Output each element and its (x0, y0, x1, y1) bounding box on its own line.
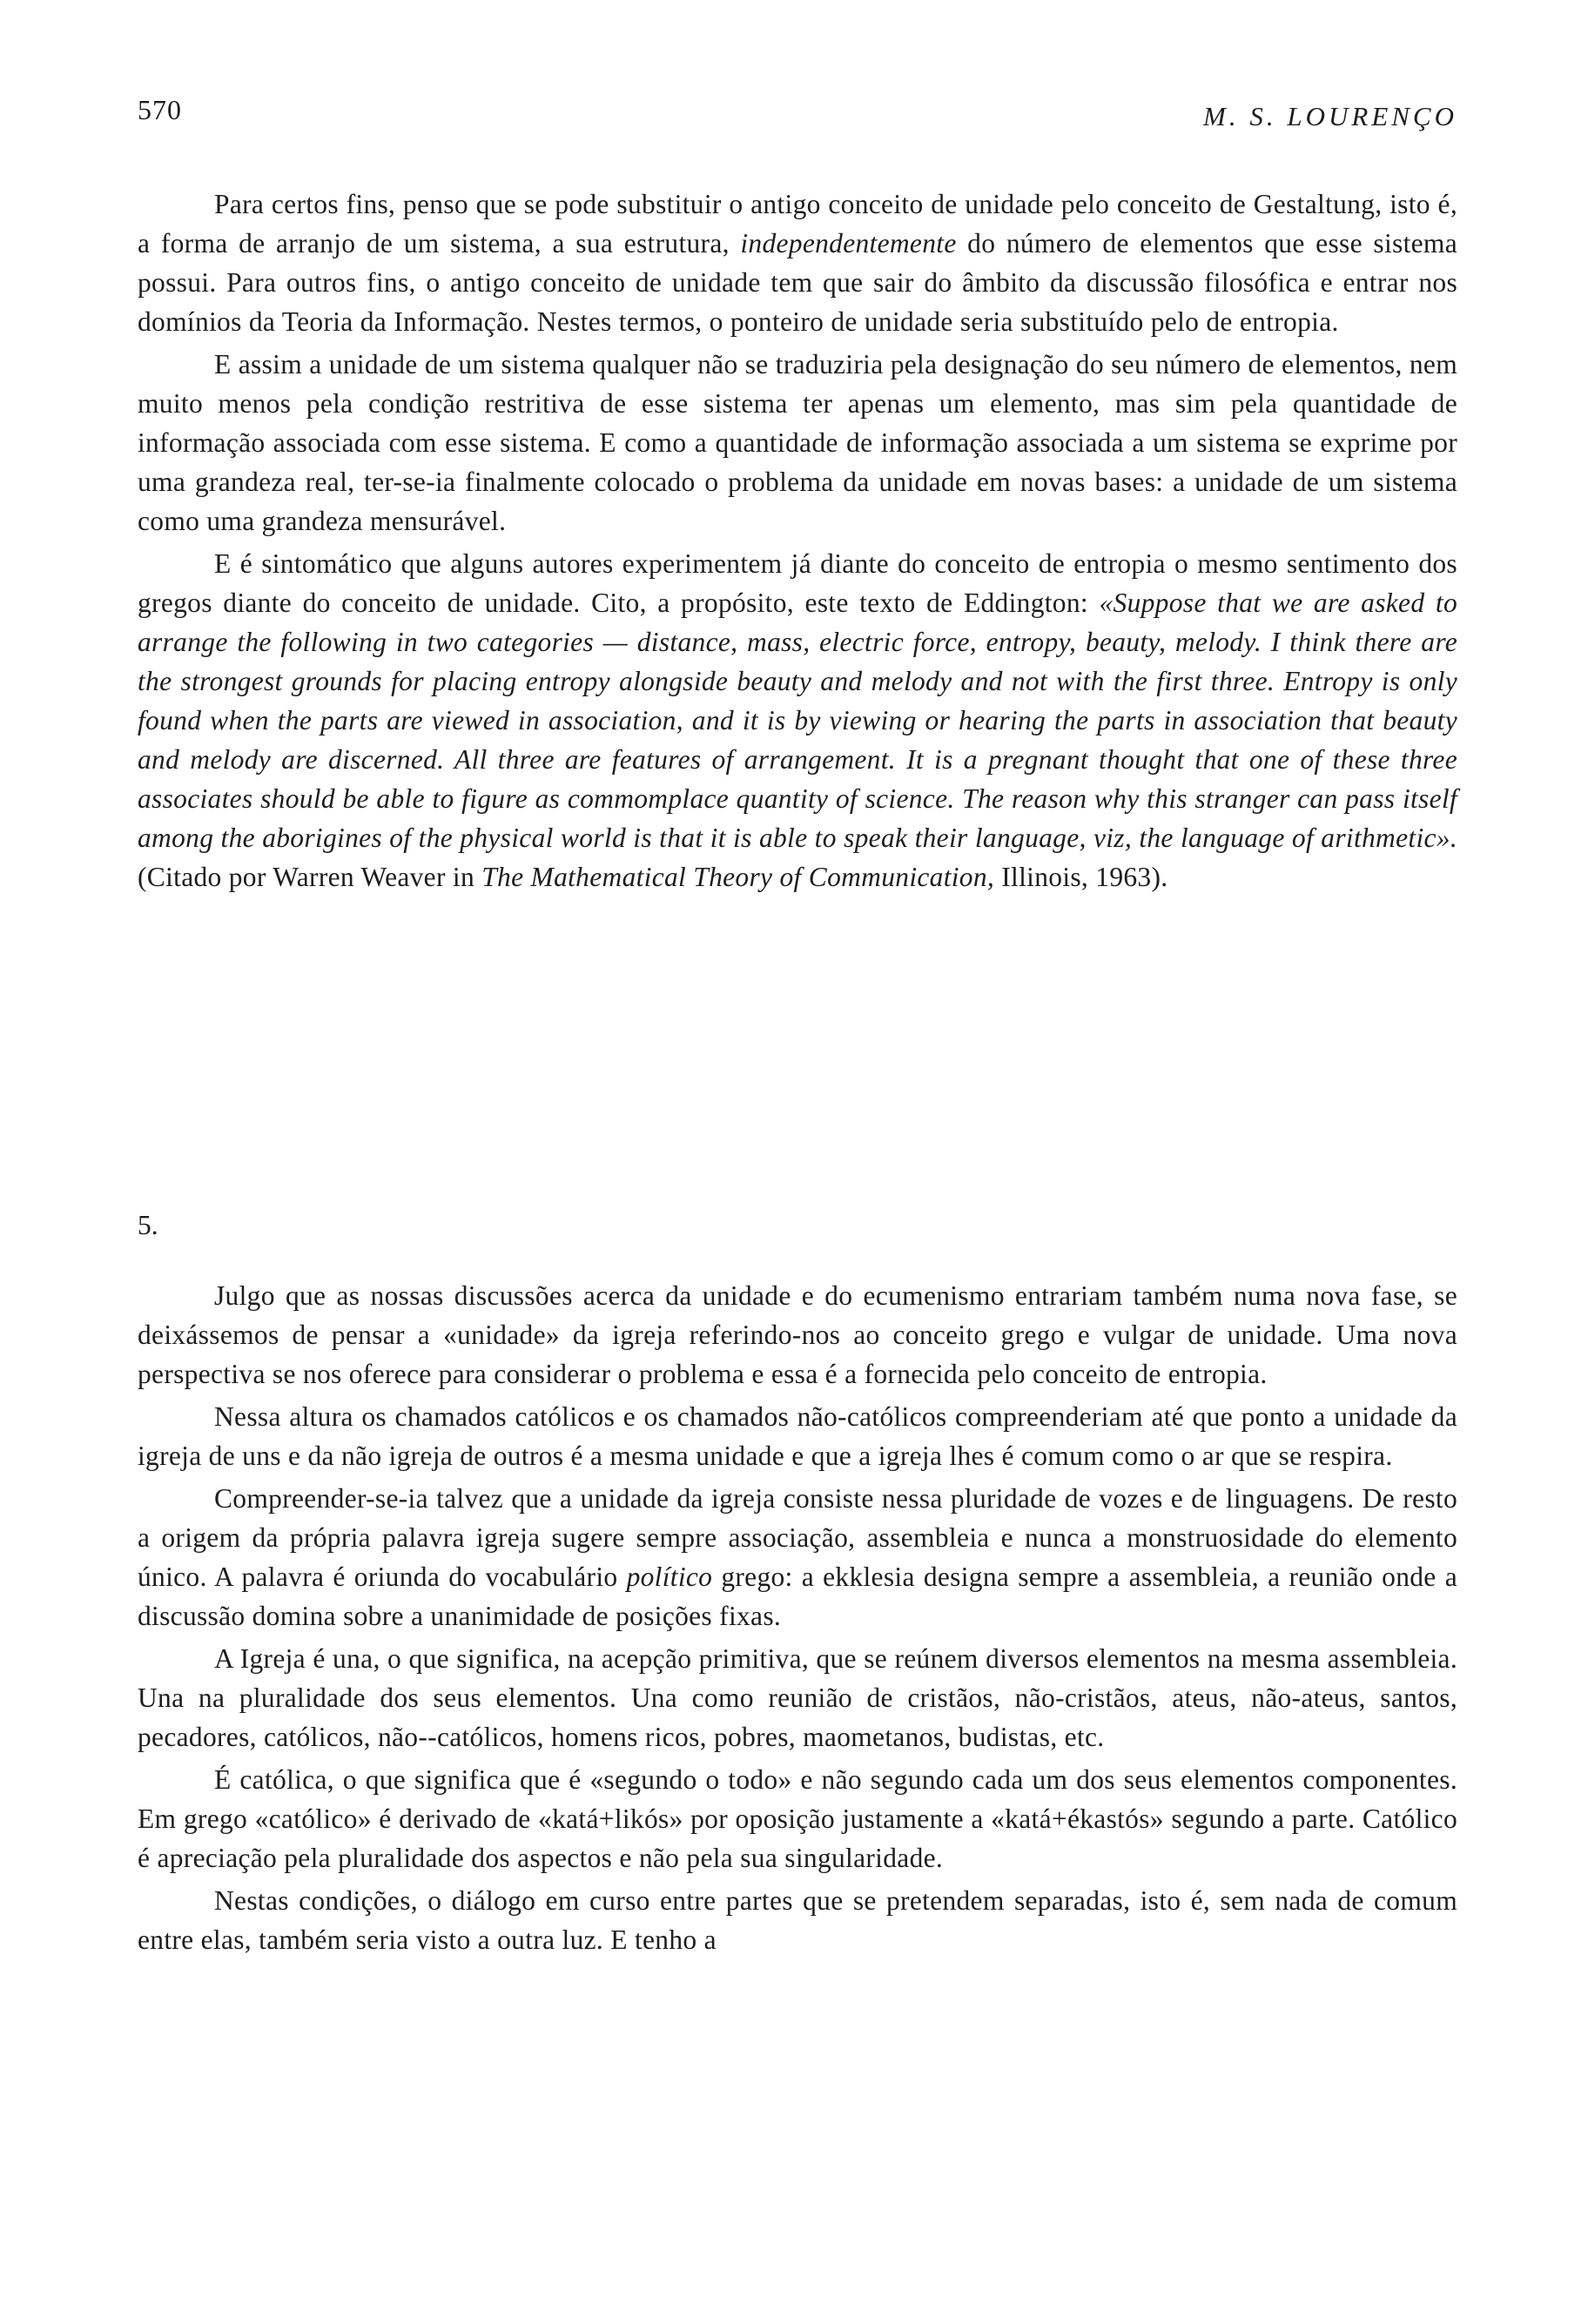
text-block-part1 (138, 185, 1457, 897)
page-header (138, 94, 1457, 138)
paragraph-text: grego: a ekklesia designa sempre a assembleia, a reunião onde a discussão domina sobre a unanimidade de posições fixas. (138, 1562, 1457, 1631)
paragraph-text: E é sintomático que alguns autores experimentem já diante do conceito de entropia o mesmo sentimento dos gregos diante do conceito de unidade. Cito, a propósito, este texto de Eddington: (138, 548, 1457, 618)
citation-text: (Citado por Warren Weaver in (138, 862, 482, 892)
paragraph (138, 185, 1457, 341)
text-block-part2 (138, 1276, 1457, 1959)
page-number: 570 (138, 94, 182, 125)
paragraph: Nestas condições, o diálogo em curso entre partes que se pretendem separadas, isto é, sem nada de comum entre elas, também seria visto a outra luz. E tenho a (138, 1885, 1457, 1955)
eddington-quote: «Suppose that we are asked to arrange the following in two categories — distance, mass, electric force, entropy, beauty, melody. I think there are the strongest grounds for placing entropy alongside beauty and melody and not with the first three. Entropy is only found when the parts are viewed in association, and it is by viewing or hearing the parts in association that beauty and melody are discerned. All three are features of arrangement. It is a pregnant thought that one of these three associates should be able to figure as commomplace quantity of science. The reason why this stranger can pass itself among the aborigines of the physical world is that it is able to speak their language, viz, the language of arithmetic». (138, 588, 1457, 853)
paragraph: A Igreja é una, o que significa, na acepção primitiva, que se reúnem diversos elementos na mesma assembleia. Una na pluralidade dos seus elementos. Una como reunião de cristãos, não-cristãos, ateus, não-ateus, santos, pecadores, católicos, não--católicos, homens ricos, pobres, maometanos, budistas, etc. (138, 1643, 1457, 1752)
paragraph-text: Para certos fins, penso que se pode substituir o antigo conceito de unidade pelo conceito de Gestaltung, isto é, a forma de arranjo de um sistema, a sua estrutura, (138, 189, 1457, 259)
paragraph-text: Compreender-se-ia talvez que a unidade da igreja consiste nessa pluridade de vozes e de linguagens. De resto a origem da própria palavra igreja sugere sempre associação, assembleia e nunca a monstruosidade do elemento único. A palavra é oriunda do vocabulário (138, 1483, 1457, 1592)
paragraph: É católica, o que significa que é «segundo o todo» e não segundo cada um dos seus elementos componentes. Em grego «católico» é derivado de «katá+likós» por oposição justamente a «katá+ékastós» segundo a parte. Católico é apreciação pela pluralidade dos aspectos e não pela sua singularidade. (138, 1764, 1457, 1873)
paragraph-text: do número de elementos que esse sistema possui. Para outros fins, o antigo conceito de unidade tem que sair do âmbito da discussão filosófica e entrar nos domínios da Teoria da Informação. Nestes termos, o ponteiro de unidade seria substituído pelo de entropia. (138, 228, 1457, 337)
running-head-author: M. S. LOURENÇO (1203, 101, 1457, 131)
paragraph: E assim a unidade de um sistema qualquer não se traduziria pela designação do seu número de elementos, nem muito menos pela condição restritiva de esse sistema ter apenas um elemento, mas sim pela quantidade de informação associada com esse sistema. E como a quantidade de informação associada a um sistema se exprime por uma grandeza real, ter-se-ia finalmente colocado o problema da unidade em novas bases: a unidade de um sistema como uma grandeza mensurável. (138, 349, 1457, 536)
citation-text: Illinois, 1963). (994, 862, 1168, 892)
paragraph: Nessa altura os chamados católicos e os chamados não-católicos compreenderiam até que ponto a unidade da igreja de uns e da não igreja de outros é a mesma unidade e que a igreja lhes é comum como o ar que se respira. (138, 1401, 1457, 1471)
book-title: The Mathematical Theory of Communication, (481, 862, 995, 892)
paragraph (138, 544, 1457, 897)
paragraph: Julgo que as nossas discussões acerca da unidade e do ecumenismo entrariam também numa nova fase, se deixássemos de pensar a «unidade» da igreja referindo-nos ao conceito grego e vulgar de unidade. Uma nova perspectiva se nos oferece para considerar o problema e essa é a fornecida pelo conceito de entropia. (138, 1280, 1457, 1389)
emphasis-text: independentemente (740, 228, 957, 259)
paragraph (138, 1479, 1457, 1636)
section-number: 5. (138, 1210, 158, 1240)
emphasis-text: político (626, 1562, 713, 1592)
